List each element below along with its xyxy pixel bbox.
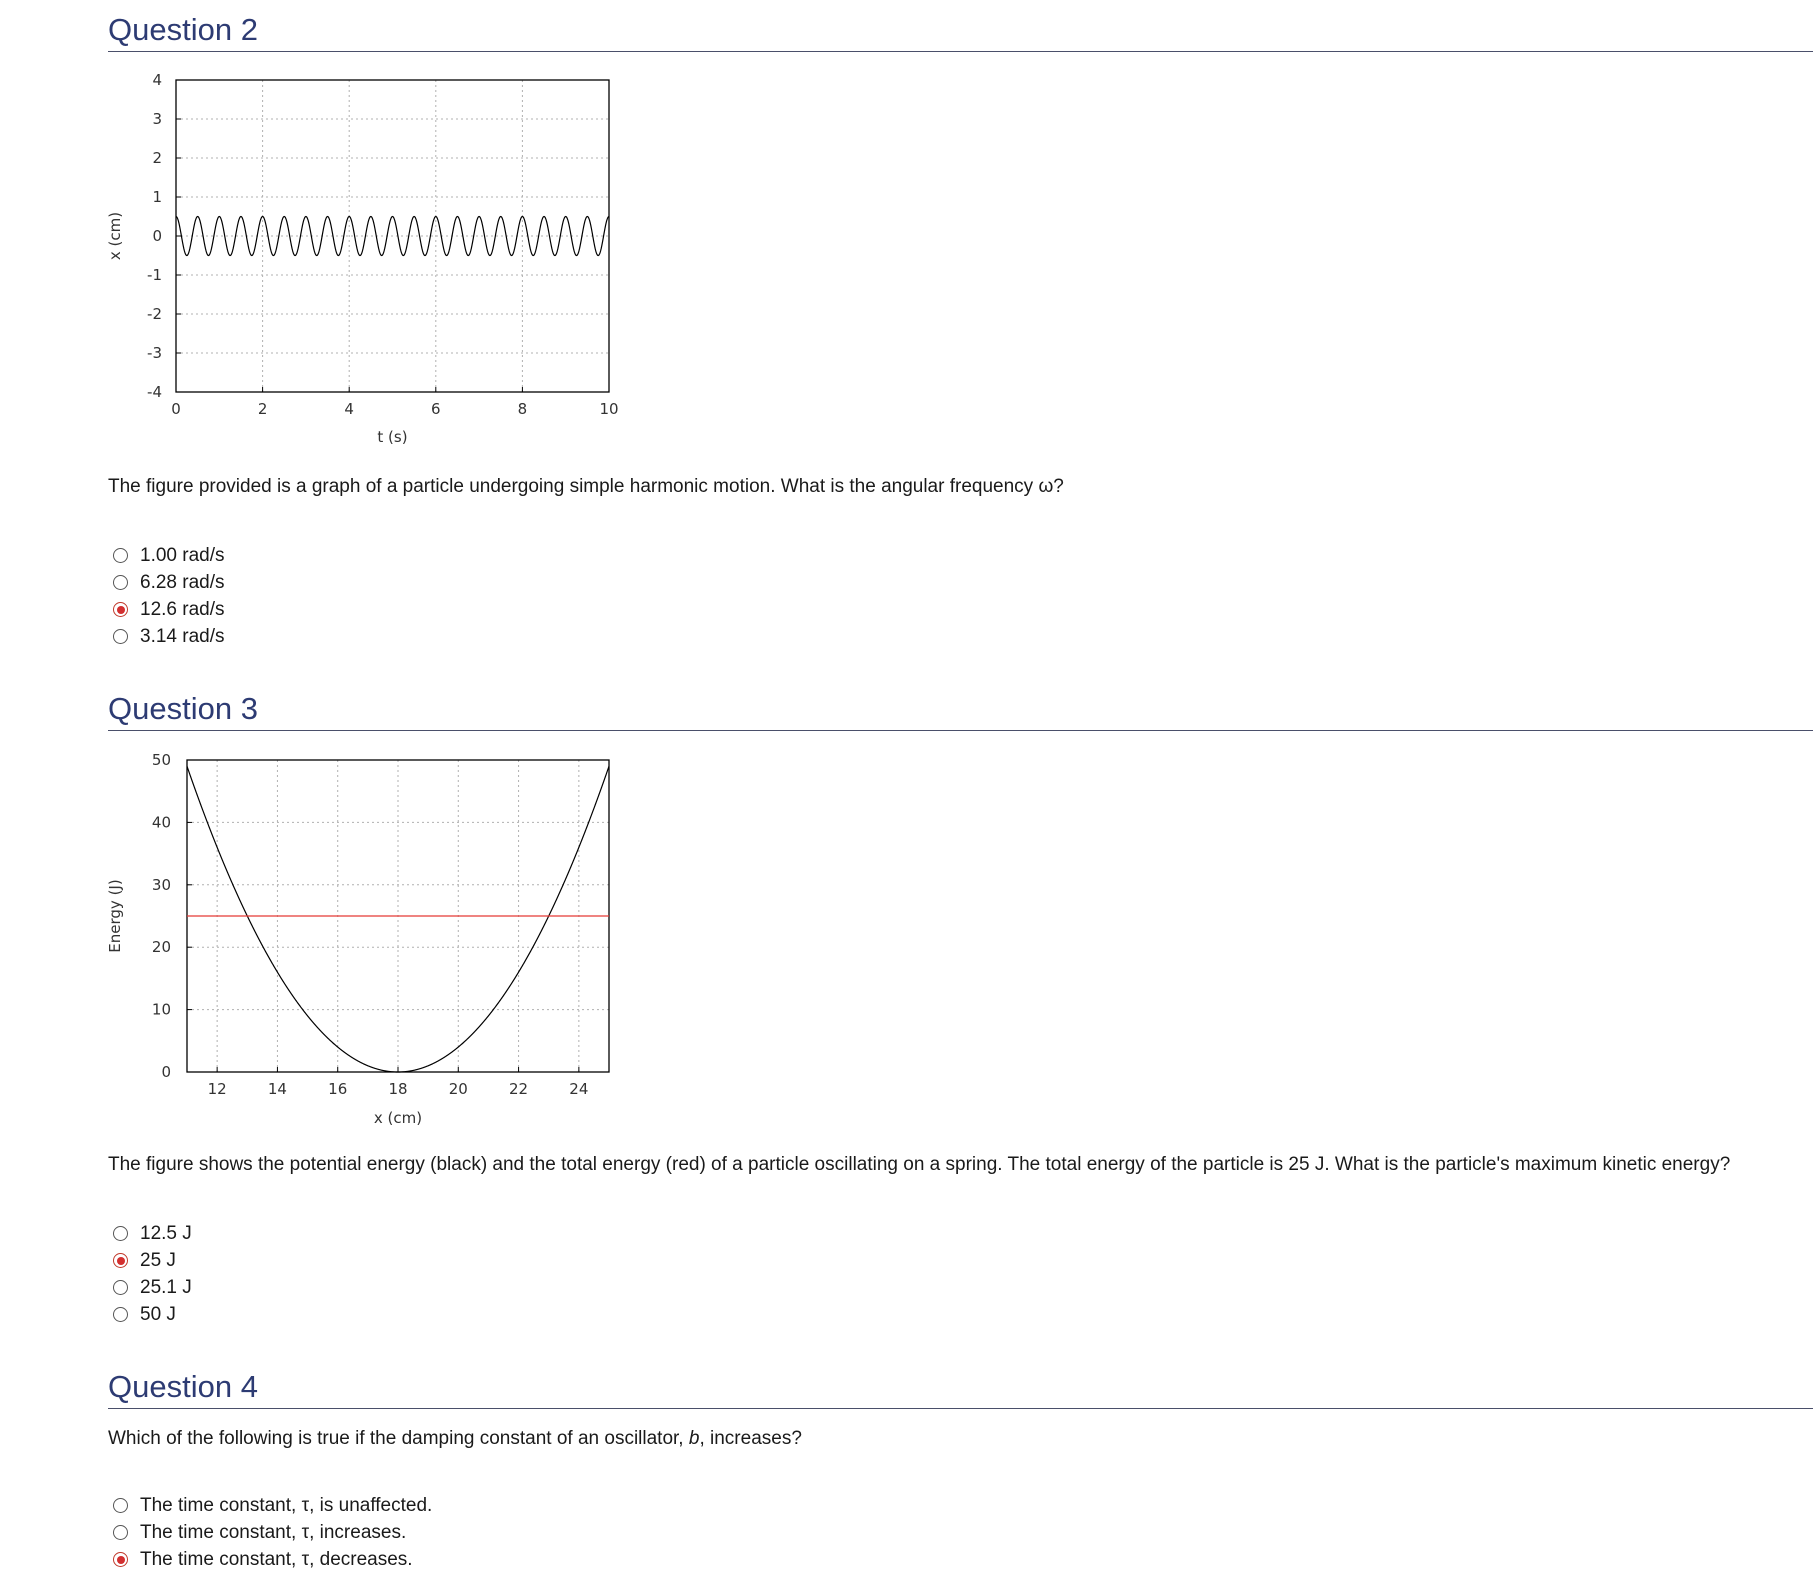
question-2-option[interactable] <box>113 623 225 650</box>
option-label: 6.28 rad/s <box>140 571 225 593</box>
question-3-option[interactable] <box>113 1247 192 1274</box>
x-tick-label: 18 <box>388 1080 408 1098</box>
x-tick-label: 12 <box>207 1080 227 1098</box>
question-2-title: Question 2 <box>108 12 258 47</box>
y-tick-label: 4 <box>152 71 162 89</box>
radio-button[interactable] <box>113 629 128 644</box>
y-tick-label: 20 <box>151 938 171 957</box>
x-tick-label: 14 <box>267 1080 287 1098</box>
option-label: The time constant, τ, is unaffected. <box>140 1494 433 1516</box>
x-tick-label: 10 <box>599 400 619 418</box>
x-tick-label: 6 <box>431 400 441 418</box>
question-4-option[interactable] <box>113 1519 432 1546</box>
x-tick-label: 8 <box>517 400 528 418</box>
question-2-divider <box>108 51 1813 52</box>
question-4-options <box>113 1492 432 1573</box>
question-4-option[interactable] <box>113 1492 432 1519</box>
x-tick-label: 2 <box>257 400 268 418</box>
question-3-title: Question 3 <box>108 691 258 726</box>
question-4-option[interactable] <box>113 1546 432 1573</box>
option-label: 3.14 rad/s <box>140 625 225 647</box>
radio-button[interactable] <box>113 575 128 590</box>
x-tick-label: 24 <box>569 1080 589 1098</box>
y-tick-label: 30 <box>151 875 171 894</box>
question-3-text: The figure shows the potential energy (black) and the total energy (red) of a particle oscillating on a spring. The total energy of the particle is 25 J. What is the particle's maximum kinetic energy? <box>108 1154 1731 1175</box>
option-label: 12.6 rad/s <box>140 598 225 620</box>
question-4-text-before: Which of the following is true if the damping constant of an oscillator, <box>108 1428 689 1449</box>
x-tick-label: 4 <box>344 400 354 418</box>
question-3-divider <box>108 730 1813 731</box>
question-2-text: The figure provided is a graph of a particle undergoing simple harmonic motion. What is the angular frequency ω? <box>108 476 1064 497</box>
y-tick-label: -4 <box>147 383 162 401</box>
option-label: The time constant, τ, increases. <box>140 1521 407 1543</box>
radio-button[interactable] <box>113 602 128 617</box>
radio-button[interactable] <box>113 1253 128 1268</box>
option-label: The time constant, τ, decreases. <box>140 1548 413 1570</box>
radio-button[interactable] <box>113 1280 128 1295</box>
y-tick-label: 1 <box>152 188 162 206</box>
question-2-option[interactable] <box>113 596 225 623</box>
radio-button[interactable] <box>113 1498 128 1513</box>
question-3-option[interactable] <box>113 1301 192 1328</box>
radio-button[interactable] <box>113 1226 128 1241</box>
question-3-option[interactable] <box>113 1220 192 1247</box>
y-tick-label: 3 <box>152 110 162 128</box>
question-3-options <box>113 1220 192 1328</box>
option-label: 25.1 J <box>140 1276 192 1298</box>
question-2-option[interactable] <box>113 542 225 569</box>
y-axis-label: Energy (J) <box>106 879 124 953</box>
damping-constant-symbol: b <box>688 1428 700 1449</box>
y-tick-label: 50 <box>151 751 171 769</box>
x-tick-label: 20 <box>448 1080 468 1098</box>
question-3-option[interactable] <box>113 1274 192 1301</box>
question-2-option[interactable] <box>113 569 225 596</box>
option-label: 12.5 J <box>140 1222 192 1244</box>
x-tick-label: 22 <box>509 1080 529 1098</box>
y-axis-label: x (cm) <box>106 211 124 261</box>
radio-button[interactable] <box>113 1307 128 1322</box>
y-tick-label: -3 <box>147 344 162 362</box>
question-4-title: Question 4 <box>108 1369 258 1404</box>
x-axis-label: t (s) <box>377 428 408 446</box>
y-tick-label: 2 <box>152 149 162 167</box>
y-tick-label: -1 <box>147 266 162 284</box>
question-2-options <box>113 542 225 650</box>
x-tick-label: 0 <box>171 400 181 418</box>
question-4-text-after: , increases? <box>699 1428 802 1449</box>
y-tick-label: 0 <box>161 1063 171 1081</box>
x-tick-label: 16 <box>328 1080 348 1098</box>
option-label: 25 J <box>140 1249 176 1271</box>
y-tick-label: -2 <box>147 305 162 323</box>
radio-button[interactable] <box>113 1525 128 1540</box>
x-axis-label: x (cm) <box>373 1109 423 1127</box>
spring-energy-chart <box>100 745 640 1135</box>
radio-button[interactable] <box>113 1552 128 1567</box>
y-tick-label: 0 <box>152 227 162 245</box>
radio-button[interactable] <box>113 548 128 563</box>
question-4-divider <box>108 1408 1813 1409</box>
option-label: 50 J <box>140 1303 176 1325</box>
option-label: 1.00 rad/s <box>140 544 225 566</box>
question-4-text <box>108 1428 802 1450</box>
y-tick-label: 40 <box>151 813 171 832</box>
y-tick-label: 10 <box>151 1000 171 1019</box>
shm-position-chart <box>100 68 640 458</box>
